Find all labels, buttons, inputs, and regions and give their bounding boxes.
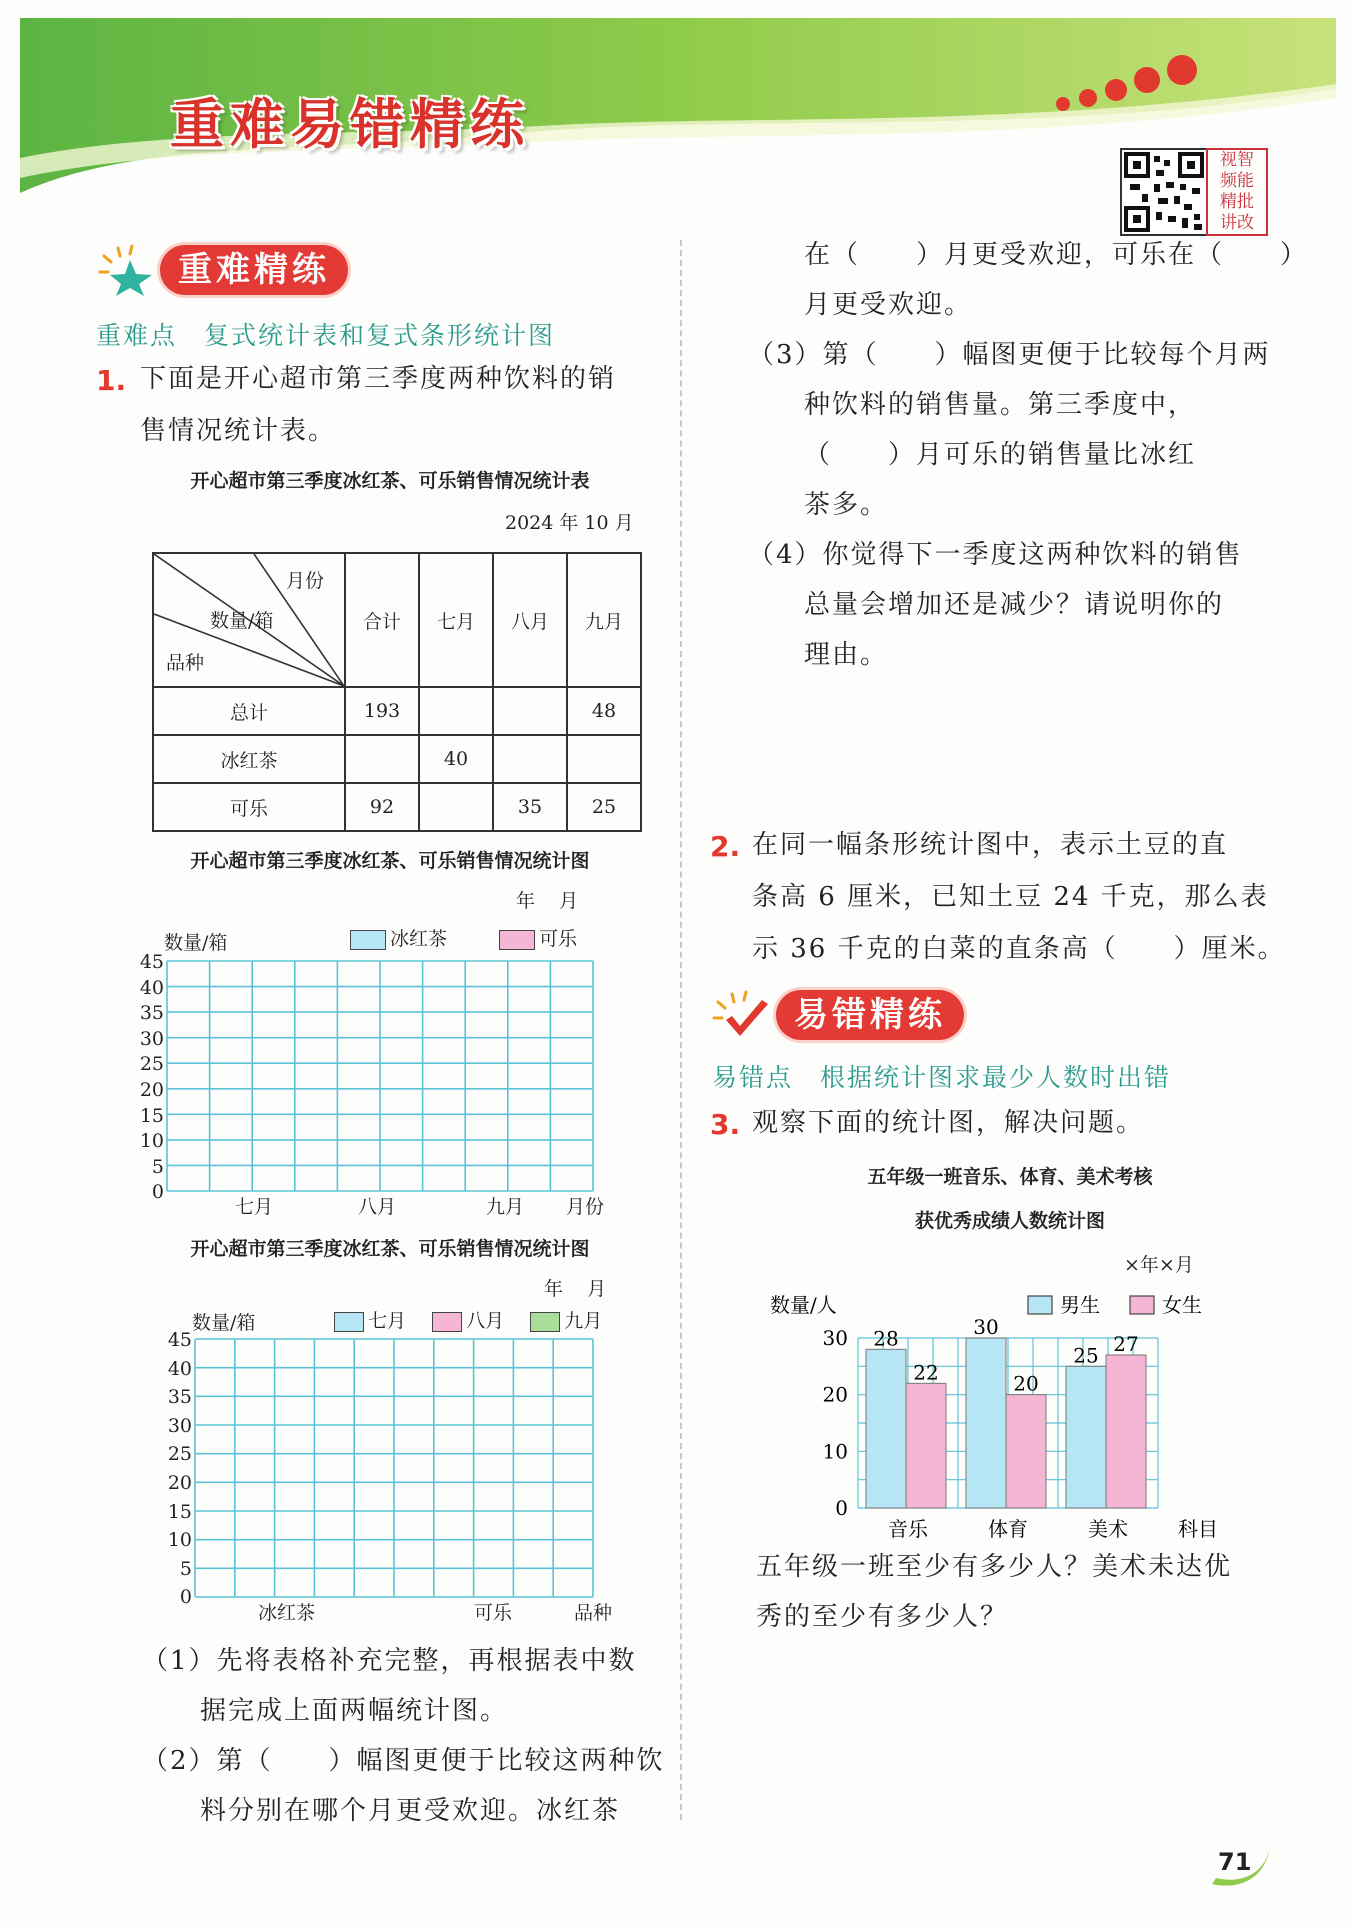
q1-sub3-line3: （ ）月可乐的销售量比冰红	[804, 440, 1197, 470]
bar-value-label: 22	[913, 1360, 939, 1385]
table-row: 可乐 92 35 25	[153, 783, 641, 831]
bar-value-label: 30	[973, 1315, 999, 1339]
chart1-xunit: 月份	[566, 1196, 605, 1218]
bar	[906, 1383, 946, 1508]
table-diagonal-header: 月份 数量/箱 品种	[153, 553, 345, 687]
q1-sub1-line1: （1）先将表格补充完整，再根据表中数	[142, 1646, 637, 1676]
table-row: 总计 193 48	[153, 687, 641, 735]
table-row: 冰红茶 40	[153, 735, 641, 783]
q1-sub3-line2: 种饮料的销售量。第三季度中，	[804, 390, 1197, 420]
legend-swatch	[1130, 1296, 1154, 1314]
table-col-jul: 七月	[419, 553, 493, 687]
bar	[1006, 1395, 1046, 1508]
table-date: 2024 年 10 月	[505, 512, 634, 534]
key-point-1: 重难点 复式统计表和复式条形统计图	[96, 321, 556, 350]
legend-label: 男生	[1060, 1293, 1100, 1317]
q2-line3: 示 36 千克的白菜的直条高（ ）厘米。	[752, 934, 1286, 964]
x-axis-label: 科目	[1178, 1517, 1218, 1541]
bar	[1066, 1366, 1106, 1508]
chart2-yticks: 45 40 35 30 25 20 15 10 5 0	[167, 1329, 192, 1609]
legend-label: 女生	[1162, 1293, 1202, 1317]
q1-line2: 售情况统计表。	[140, 416, 337, 446]
x-tick-label: 美术	[1088, 1517, 1128, 1541]
x-tick-label: 体育	[988, 1517, 1028, 1541]
legend-pink-swatch	[432, 1312, 462, 1332]
bar-value-label: 20	[1013, 1371, 1039, 1396]
chart2-xunit: 品种	[574, 1602, 613, 1624]
chart1-ylabel: 数量/箱	[164, 932, 228, 954]
x-tick-label: 音乐	[888, 1517, 928, 1541]
question-number-3: 3.	[710, 1108, 741, 1141]
bar	[966, 1338, 1006, 1508]
chart1-xlabel-jul: 七月	[235, 1196, 274, 1218]
chart3-title-line2: 获优秀成绩人数统计图	[914, 1210, 1105, 1232]
checkmark-sparkle-icon	[712, 990, 772, 1042]
table-title: 开心超市第三季度冰红茶、可乐销售情况统计表	[190, 470, 590, 492]
chart2-blank-grid	[194, 1338, 594, 1598]
q2-line1: 在同一幅条形统计图中，表示土豆的直	[752, 830, 1229, 860]
q1-sub2-line1: （2）第（ ）幅图更便于比较这两种饮	[142, 1746, 665, 1776]
q2-line2: 条高 6 厘米，已知土豆 24 千克，那么表	[752, 882, 1269, 912]
bar-value-label: 27	[1113, 1332, 1139, 1356]
q1-sub2-line4: 月更受欢迎。	[804, 290, 973, 320]
q1-sub4-line2: 总量会增加还是减少？请说明你的	[804, 590, 1225, 620]
legend-cyan-swatch	[350, 930, 386, 950]
qr-label: 视智 频能 精批 讲改	[1206, 148, 1268, 236]
q3-question-line1: 五年级一班至少有多少人？美术未达优	[756, 1552, 1233, 1582]
q1-sub4-line3: 理由。	[804, 640, 889, 670]
section-badge-hard: 重难精练	[160, 245, 348, 295]
column-divider	[680, 240, 682, 1820]
sparkle-star-icon	[98, 244, 158, 296]
q1-line1: 下面是开心超市第三季度两种饮料的销	[140, 364, 617, 394]
legend-pink-swatch	[499, 930, 535, 950]
y-tick-label: 20	[822, 1382, 848, 1407]
chart3-date: ×年×月	[1124, 1254, 1194, 1276]
y-axis-label: 数量/人	[770, 1293, 837, 1317]
q1-sub3-line4: 茶多。	[804, 490, 889, 520]
legend-cyan-swatch	[334, 1312, 364, 1332]
chart2-date: 年 月	[544, 1278, 607, 1300]
y-tick-label: 10	[822, 1439, 848, 1464]
bar-value-label: 28	[873, 1326, 899, 1351]
page-title: 重难易错精练	[170, 93, 530, 156]
chart2-ylabel: 数量/箱	[192, 1312, 256, 1334]
chart2-xlabel-cola: 可乐	[474, 1602, 513, 1624]
y-tick-label: 30	[822, 1326, 848, 1350]
chart2-title: 开心超市第三季度冰红茶、可乐销售情况统计图	[190, 1238, 590, 1260]
legend-green-swatch	[530, 1312, 560, 1332]
table-col-total: 合计	[345, 553, 419, 687]
question-number-2: 2.	[710, 830, 741, 863]
chart1-xlabel-aug: 八月	[358, 1196, 397, 1218]
section-badge-mistake: 易错精练	[776, 990, 964, 1040]
q1-sub2-line2: 料分别在哪个月更受欢迎。冰红茶	[200, 1796, 621, 1826]
stat-table	[152, 552, 642, 832]
key-point-2: 易错点 根据统计图求最少人数时出错	[712, 1063, 1172, 1092]
chart2-xlabel-tea: 冰红茶	[258, 1602, 316, 1624]
q3-question-line2: 秀的至少有多少人？	[756, 1602, 1009, 1632]
q1-sub1-line2: 据完成上面两幅统计图。	[200, 1696, 509, 1726]
q1-sub4-line1: （4）你觉得下一季度这两种饮料的销售	[748, 540, 1243, 570]
table-col-aug: 八月	[493, 553, 567, 687]
q1-sub2-line3: 在（ ）月更受欢迎，可乐在（ ）	[804, 240, 1309, 270]
page-number: 71	[1218, 1848, 1252, 1876]
chart1-legend: 冰红茶 可乐	[350, 924, 577, 951]
bar	[1106, 1355, 1146, 1508]
bar-value-label: 25	[1073, 1343, 1099, 1368]
table-col-sep: 九月	[567, 553, 641, 687]
bar	[866, 1349, 906, 1508]
y-tick-label: 0	[835, 1496, 848, 1520]
q3-line1: 观察下面的统计图，解决问题。	[752, 1108, 1145, 1138]
chart3-title-line1: 五年级一班音乐、体育、美术考核	[867, 1166, 1153, 1188]
question-number-1: 1.	[96, 364, 127, 397]
chart1-yticks: 45 40 35 30 25 20 15 10 5 0	[139, 951, 164, 1204]
chart1-xlabel-sep: 九月	[486, 1196, 525, 1218]
legend-swatch	[1028, 1296, 1052, 1314]
q1-sub3-line1: （3）第（ ）幅图更便于比较每个月两	[748, 340, 1271, 370]
chart1-title: 开心超市第三季度冰红茶、可乐销售情况统计图	[190, 850, 590, 872]
chart1-date: 年 月	[516, 890, 579, 912]
chart1-blank-grid	[166, 960, 594, 1192]
chart2-legend: 七月 八月 九月	[334, 1306, 602, 1333]
bar-chart-excellent-students	[770, 1282, 1230, 1542]
qr-code-icon[interactable]	[1120, 148, 1208, 236]
